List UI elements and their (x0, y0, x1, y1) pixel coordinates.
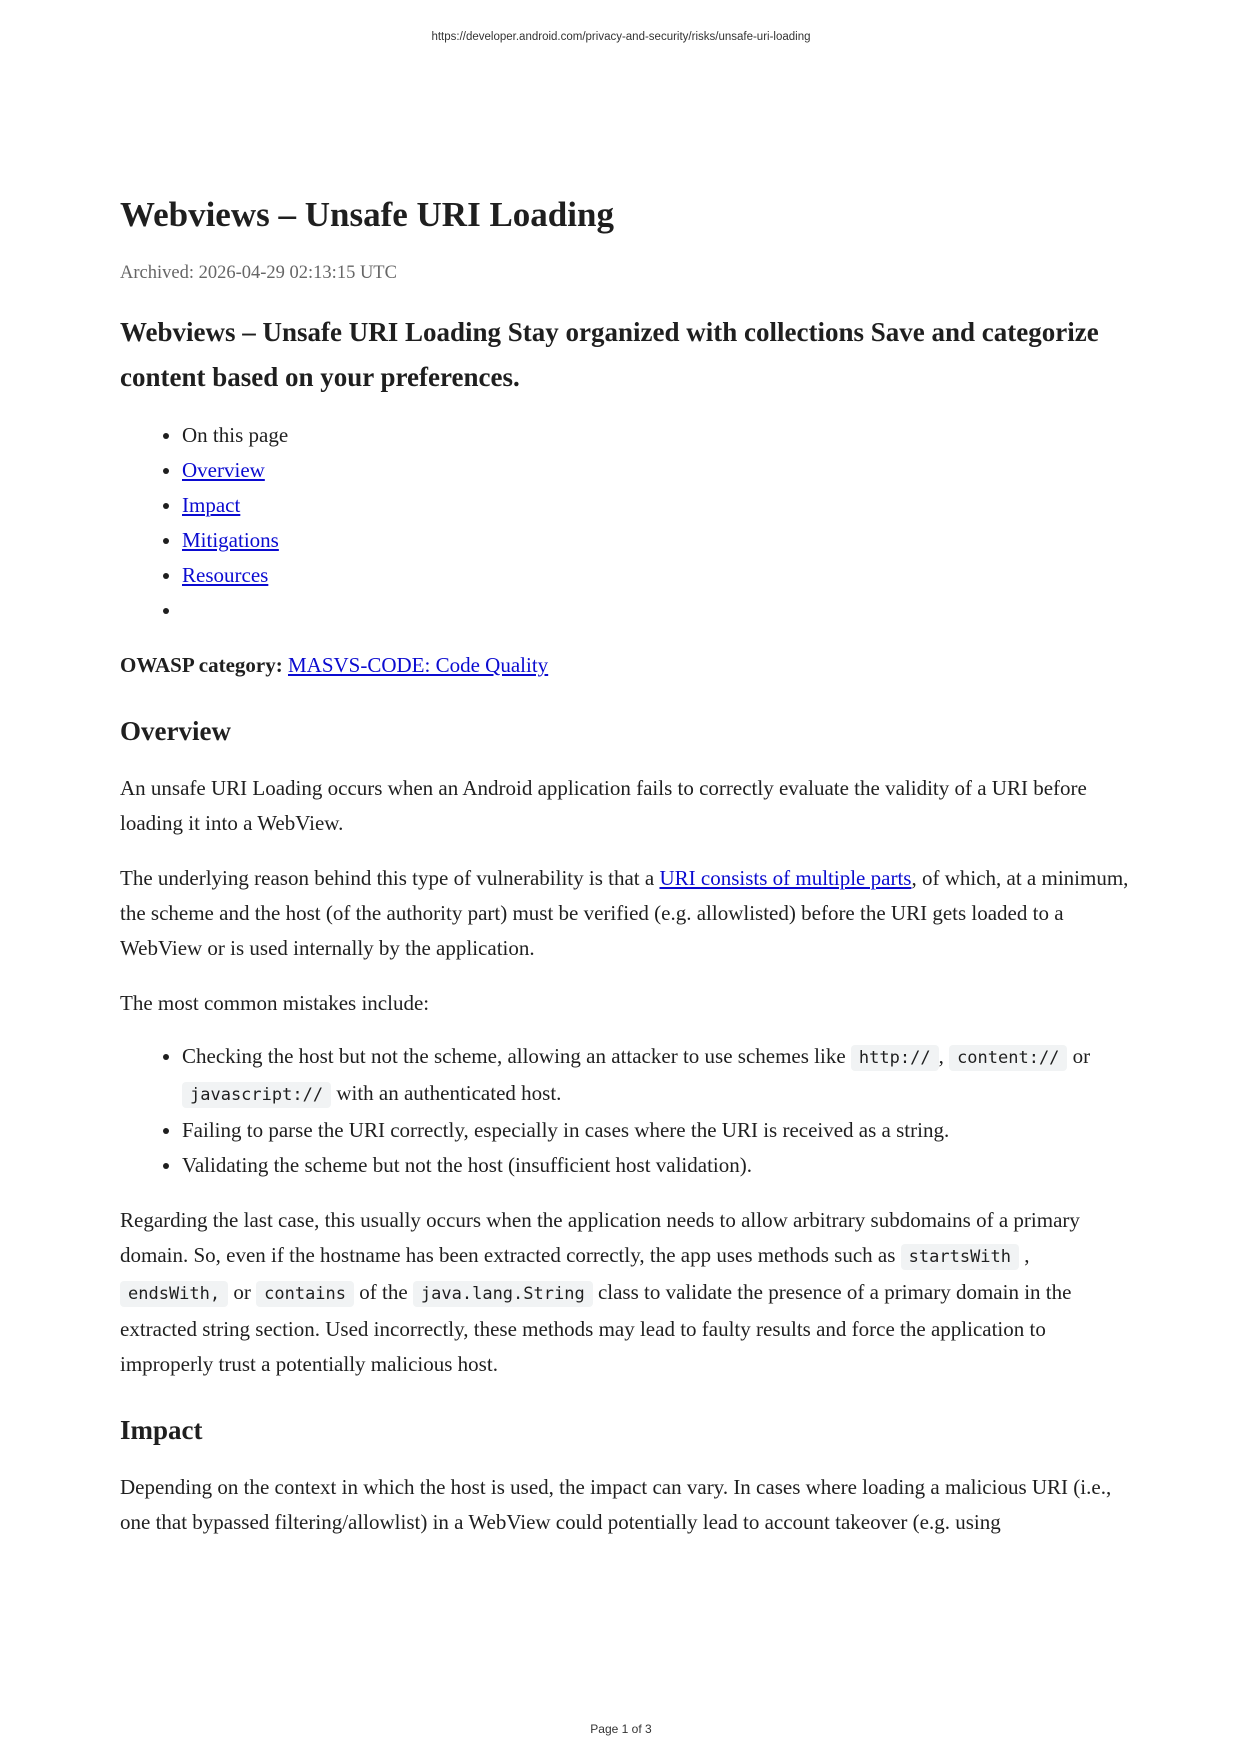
mistake-item-2: • Failing to parse the URI correctly, especially in cases where the URI is received as a string. (182, 1113, 1130, 1148)
mistake-1-text-a: Checking the host but not the scheme, allowing an attacker to use schemes like (182, 1044, 851, 1068)
mistake-1-sep: , (938, 1044, 950, 1068)
toc-item-impact (182, 488, 1130, 523)
toc-item-mitigations (182, 523, 1130, 558)
page-number: Page 1 of 3 (590, 1722, 652, 1736)
code-startswith: startsWith (901, 1244, 1019, 1270)
overview-paragraph-2 (120, 861, 1130, 966)
toc-heading: • On this page (182, 418, 1130, 453)
article-subtitle: Webviews – Unsafe URI Loading Stay organized with collections Save and categorize content based on your preferences. (120, 317, 1099, 392)
overview-p4-or: or (228, 1280, 257, 1304)
toc-link-impact[interactable]: Impact (182, 493, 241, 517)
code-contains: contains (256, 1281, 354, 1307)
overview-p4-text-a: Regarding the last case, this usually occurs when the application needs to allow arbitrary subdomains of a primary domain. So, even if the hostname has been extracted correctly, the app uses methods such as (120, 1208, 1080, 1267)
mistake-1-or: or (1067, 1044, 1091, 1068)
mistake-item-3: • Validating the scheme but not the host (insufficient host validation). (182, 1148, 1130, 1183)
owasp-category (120, 648, 1130, 683)
toc-item-resources (182, 558, 1130, 593)
overview-p2-text-b: , of which, at a minimum, the scheme and the host (of the authority part) must be verified (e.g. allowlisted) before the URI gets loaded to a WebView or is used internally by the application. (120, 866, 1129, 960)
overview-p4-of: of the (354, 1280, 413, 1304)
impact-paragraph-1: Depending on the context in which the host is used, the impact can vary. In cases where loading a malicious URI (i.e., one that bypassed filtering/allowlist) in a WebView could potentially lead to account takeover (e.g. using (120, 1475, 1112, 1534)
owasp-link[interactable]: MASVS-CODE: Code Quality (287, 653, 549, 677)
code-java-lang-string: java.lang.String (413, 1281, 593, 1307)
page-url-header: https://developer.android.com/privacy-and-security/risks/unsafe-uri-loading (431, 31, 811, 43)
toc-link-mitigations[interactable]: Mitigations (182, 528, 279, 552)
mistakes-list (120, 1039, 1130, 1183)
article (120, 190, 1130, 1540)
uri-parts-link[interactable]: URI consists of multiple parts (659, 866, 912, 890)
toc-item-overview (182, 453, 1130, 488)
toc-link-resources[interactable]: Resources (182, 563, 269, 587)
overview-heading: Overview (120, 716, 231, 746)
overview-paragraph-3: The most common mistakes include: (120, 991, 430, 1015)
toc-link-overview[interactable]: Overview (182, 458, 265, 482)
overview-p4-sep: , (1019, 1243, 1030, 1267)
archived-timestamp: Archived: 2026-04-29 02:13:15 UTC (120, 263, 397, 283)
code-javascript: javascript:// (182, 1082, 331, 1108)
page-title: Webviews – Unsafe URI Loading (120, 195, 614, 234)
overview-p4-text-b: class to validate the presence of a primary domain in the extracted string section. Used incorrectly, these methods may lead to faulty results and force the application to improperly trust a potentially malicious host. (120, 1280, 1072, 1376)
table-of-contents (120, 418, 1130, 628)
mistake-1-text-b: with an authenticated host. (331, 1081, 562, 1105)
code-content: content:// (949, 1045, 1067, 1071)
toc-item-empty (182, 593, 1130, 628)
impact-heading: Impact (120, 1415, 203, 1445)
overview-paragraph-4 (120, 1203, 1130, 1382)
overview-p2-text-a: The underlying reason behind this type of vulnerability is that a (120, 866, 660, 890)
code-http: http:// (851, 1045, 939, 1071)
owasp-label: OWASP category: (120, 653, 283, 677)
code-endswith: endsWith, (120, 1281, 228, 1307)
mistake-item-1 (182, 1039, 1130, 1113)
overview-paragraph-1: An unsafe URI Loading occurs when an Android application fails to correctly evaluate the validity of a URI before loading it into a WebView. (120, 776, 1087, 835)
